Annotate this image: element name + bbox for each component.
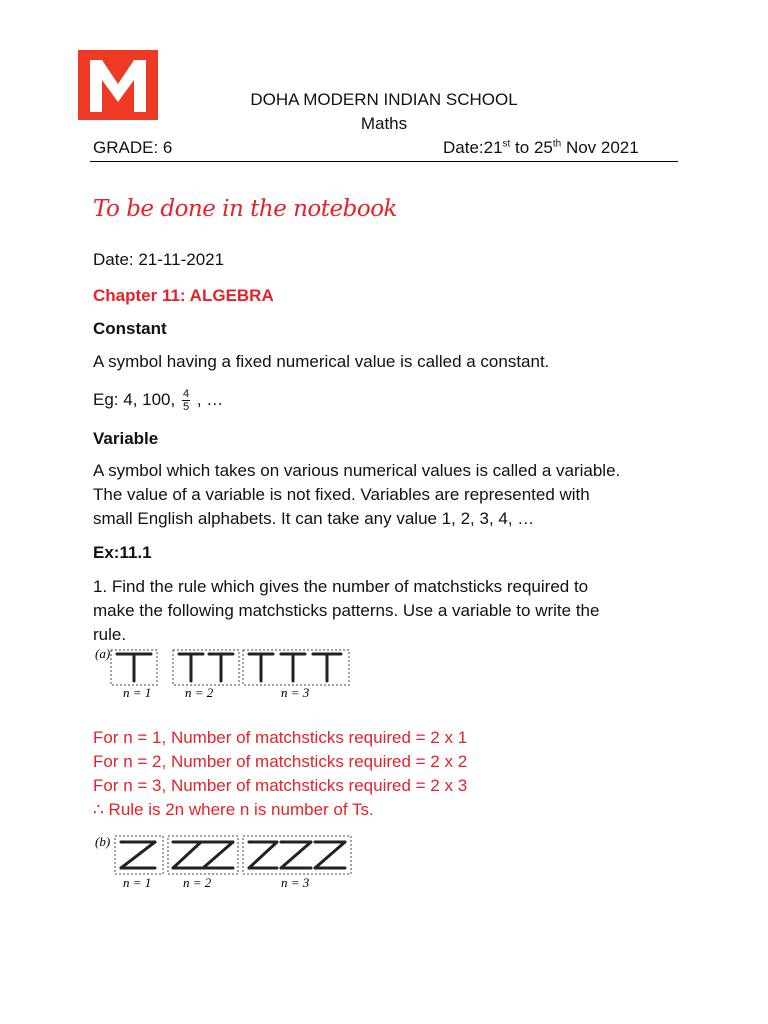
figure-a-n2: n = 2 (185, 685, 214, 700)
fraction: $\frac{4}{5}$ (182, 388, 190, 414)
figure-b-n3: n = 3 (281, 875, 310, 890)
date-range: Date:21st to 25th Nov 2021 (443, 138, 639, 157)
date-line: Date: 21-11-2021 (93, 250, 225, 269)
constant-definition: A symbol having a fixed numerical value is called a constant. (93, 352, 550, 371)
figure-b-label: (b) (95, 834, 111, 849)
header-divider (90, 161, 678, 162)
answer-line-2: For n = 2, Number of matchsticks required = 2 x 2 (93, 752, 468, 771)
figure-b-n1: n = 1 (123, 875, 152, 890)
figure-b-n2: n = 2 (183, 875, 212, 890)
answer-rule: ∴ Rule is 2n where n is number of Ts. (93, 800, 374, 819)
constant-example: Eg: 4, 100, $\frac{4}{5}$ , … (93, 388, 224, 414)
answer-line-3: For n = 3, Number of matchsticks required = 2 x 3 (93, 776, 468, 795)
variable-line-2: The value of a variable is not fixed. Variables are represented with (93, 485, 590, 504)
question-line-3: rule. (93, 625, 127, 644)
answer-line-1: For n = 1, Number of matchsticks required = 2 x 1 (93, 728, 468, 747)
figure-a-n3: n = 3 (281, 685, 310, 700)
figure-b-z-patterns (93, 830, 363, 892)
variable-heading: Variable (93, 429, 159, 448)
variable-line-1: A symbol which takes on various numerical values is called a variable. (93, 461, 621, 480)
exercise-heading: Ex:11.1 (93, 543, 152, 562)
figure-a-t-patterns (93, 645, 363, 700)
instruction-title: To be done in the notebook (93, 196, 397, 222)
question-line-1: 1. Find the rule which gives the number of matchsticks required to (93, 577, 589, 596)
figure-a-label: (a) (95, 646, 111, 661)
question-line-2: make the following matchsticks patterns. Use a variable to write the (93, 601, 600, 620)
grade-label: GRADE: 6 (93, 138, 173, 157)
chapter-title: Chapter 11: ALGEBRA (93, 286, 274, 305)
figure-a-n1: n = 1 (123, 685, 152, 700)
school-name: DOHA MODERN INDIAN SCHOOL (250, 90, 518, 109)
constant-heading: Constant (93, 319, 167, 338)
subject-title: Maths (360, 114, 408, 133)
variable-line-3: small English alphabets. It can take any value 1, 2, 3, 4, … (93, 509, 535, 528)
